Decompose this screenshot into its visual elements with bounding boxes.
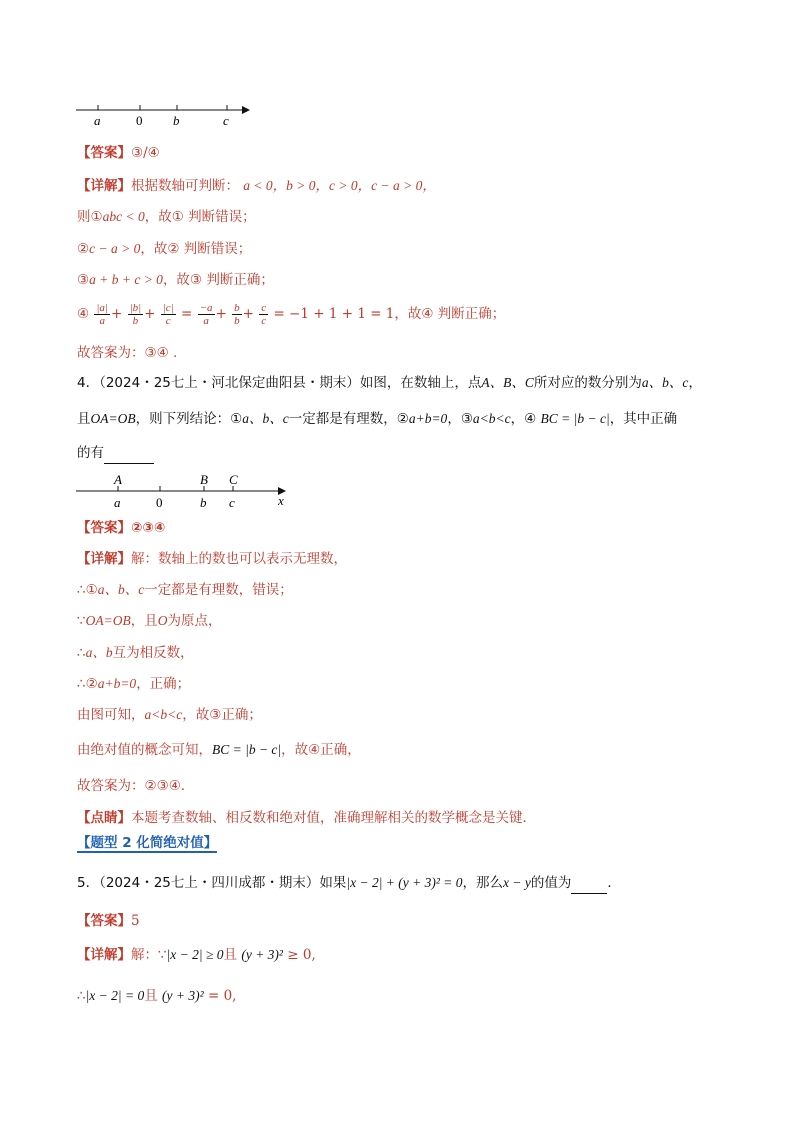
detail-4-line-3: ∴a、b互为相反数，	[77, 645, 194, 661]
tick-label-c: c	[223, 113, 229, 128]
answer-value: ③/④	[131, 145, 160, 161]
detail-3-line-3: ③a + b + c > 0，故③ 判断正确；	[77, 272, 274, 288]
fraction: $\frac{|b|}{b}$	[129, 302, 142, 327]
number-line-2	[74, 470, 294, 514]
tick-label-b: b	[173, 113, 180, 128]
detail-4-line-6: 由绝对值的概念可知，BC = |b − c|，故④正确，	[77, 742, 361, 758]
answer-5: 【答案】5	[77, 913, 140, 929]
question-5: 5．（2024・25七上・四川成都・期末）如果|x − 2| + (y + 3)² = 0，那么x − y的值为 ．	[77, 873, 621, 894]
answer-3: 【答案】③/④	[77, 145, 160, 161]
tick-label-c: c	[229, 495, 235, 510]
detail-5-line-1: 【详解】解：∵|x − 2| ≥ 0且 (y + 3)² ≥ 0,	[77, 947, 316, 963]
tick-label-a: a	[114, 495, 121, 510]
detail-3-line-4: ④ $\frac{|a|}{a}$ + $\frac{|b|}{b}$ + $\frac{|c|}{c}$ = $\frac{-a}{a}$ + $\frac{b}{b}$ + $\frac{c}{c}$ = −1 + 1 + 1 = 1，故④ 判断正确；	[77, 302, 506, 327]
detail-4-line-4: ∴②a+b=0，正确；	[77, 676, 191, 692]
axis-arrow-icon	[242, 106, 250, 114]
question-4-line-1: 4．（2024・25七上・河北保定曲阳县・期末）如图，在数轴上，点A、B、C所对应的数分别为a、b、c，	[77, 375, 702, 391]
fraction: $\frac{b}{b}$	[234, 302, 240, 327]
answer-4: 【答案】②③④	[77, 520, 166, 536]
detail-5-line-2: ∴|x − 2| = 0且 (y + 3)² = 0,	[77, 988, 237, 1004]
answer-value: ②③④	[131, 520, 166, 536]
type-2-heading: 【题型 2 化简绝对值】	[77, 835, 218, 851]
point-label-C: C	[229, 472, 238, 487]
fraction: $\frac{c}{c}$	[261, 302, 267, 327]
tick-label-0: 0	[156, 495, 163, 510]
point-label-A: A	[114, 472, 122, 487]
fraction: $\frac{|c|}{c}$	[162, 302, 174, 327]
answer-blank[interactable]	[104, 443, 154, 464]
detail-4-line-0: 【详解】解：数轴上的数也可以表示无理数，	[77, 551, 347, 567]
detail-4-line-7: 故答案为：②③④.	[77, 778, 186, 794]
question-4-line-3: 的有	[77, 443, 154, 464]
tick-label-b: b	[200, 495, 207, 510]
detail-3-line-1: 则①abc < 0，故① 判断错误；	[77, 209, 256, 225]
detail-3-intro: 【详解】根据数轴可判断： a < 0，b > 0，c > 0，c − a > 0，	[77, 178, 436, 194]
point-label-B: B	[200, 472, 208, 487]
tip-4: 【点睛】本题考查数轴、相反数和绝对值，准确理解相关的数学概念是关键．	[77, 810, 536, 826]
answer-value: 5	[131, 913, 140, 929]
detail-3-line-2: ②c − a > 0，故② 判断错误；	[77, 241, 252, 257]
number-line-1	[74, 98, 254, 130]
tick-label-0: 0	[136, 113, 143, 128]
detail-4-line-2: ∵OA=OB，且O为原点，	[77, 613, 222, 629]
detail-3-final: 故答案为：③④ .	[77, 345, 178, 361]
tick-label-a: a	[94, 113, 101, 128]
question-4-line-2: 且OA=OB，则下列结论：①a、b、c一定都是有理数，②a+b=0，③a<b<c，④ BC = |b − c|，其中正确	[77, 411, 678, 427]
detail-4-line-1: ∴①a、b、c一定都是有理数，错误；	[77, 582, 293, 598]
fraction: $\frac{|a|}{a}$	[96, 302, 108, 327]
detail-4-line-5: 由图可知，a<b<c，故③正确；	[77, 707, 262, 723]
axis-var-x: x	[278, 493, 284, 508]
fraction: $\frac{-a}{a}$	[199, 302, 213, 327]
answer-blank[interactable]	[571, 873, 607, 894]
